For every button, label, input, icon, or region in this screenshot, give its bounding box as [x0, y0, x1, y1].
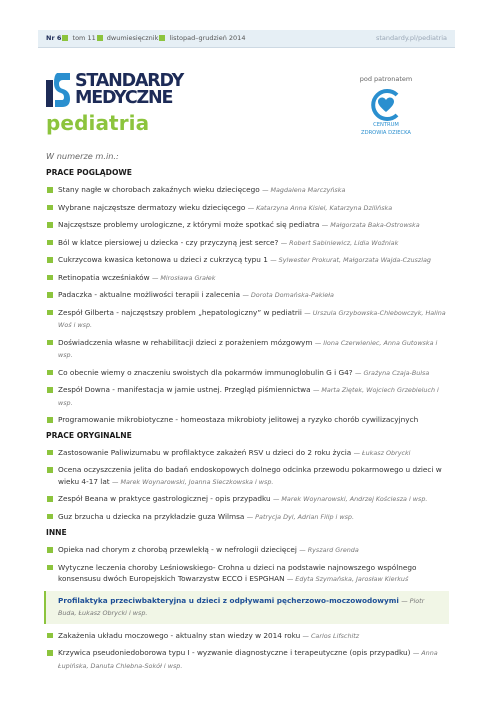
- patron-org-line2: ZDROWIA DZIECKA: [361, 130, 411, 136]
- article-authors: Katarzyna Anna Kisiel, Katarzyna Dzilińska: [256, 203, 393, 212]
- toc-item[interactable]: Zespół Downa - manifestacja w jamie ustnej. Przegląd piśmiennictwa — Marta Ziętek, Wojciech Grzebieluch i wsp.: [46, 384, 449, 409]
- toc-item[interactable]: Stany nagłe w chorobach zakaźnych wieku dziecięcego — Magdalena Marczyńska: [46, 184, 449, 197]
- toc-item[interactable]: Wybrane najczęstsze dermatozy wieku dziecięcego — Katarzyna Anna Kisiel, Katarzyna Dzilińska: [46, 202, 449, 215]
- table-of-contents: [46, 168, 449, 677]
- issue-number: Nr 6: [46, 34, 62, 42]
- issue-info: [46, 30, 245, 47]
- toc-item[interactable]: Zespół Beana w praktyce gastrologicznej - opis przypadku — Marek Woynarowski, Andrzej Kościesza i wsp.: [46, 493, 449, 506]
- toc-item[interactable]: Ocena oczyszczenia jelita do badań endoskopowych dolnego odcinka przewodu pokarmowego u dzieci w wieku 4-17 lat — Marek Woynarowski, Joanna Sieczkowska i wsp.: [46, 464, 449, 488]
- toc-item[interactable]: Cukrzycowa kwasica ketonowa u dzieci z cukrzycą typu 1 — Sylwester Prokurat, Małgorzata Wajda-Czuszlag: [46, 254, 449, 267]
- article-authors: Marta Ziętek, Wojciech Grzebieluch i wsp.: [58, 386, 439, 407]
- standardy-logo-icon: [46, 73, 70, 107]
- green-square-icon: [62, 35, 68, 41]
- section-heading: PRACE ORYGINALNE: [46, 430, 132, 440]
- patron-org-line1: CENTRUM: [373, 122, 399, 128]
- article-title: Co obecnie wiemy o znaczeniu swoistych dla pokarmów immunoglobulin G i G4?: [58, 367, 353, 377]
- section-heading: INNE: [46, 528, 67, 537]
- article-authors: Łukasz Obrycki: [362, 448, 411, 457]
- bullet-icon: [47, 292, 53, 298]
- bullet-icon: [47, 310, 53, 316]
- toc-item[interactable]: Zakażenia układu moczowego - aktualny stan wiedzy w 2014 roku — Carlos Lifschitz: [46, 630, 449, 643]
- issue-frequency: dwumiesięcznik: [106, 34, 159, 42]
- article-title: Guz brzucha u dziecka na przykładzie guza Wilmsa: [58, 511, 245, 521]
- bullet-icon: [47, 187, 53, 193]
- article-authors: Ilona Czerwieniec, Anna Gutowska i wsp.: [58, 338, 438, 359]
- bullet-icon: [47, 257, 53, 263]
- article-authors: Grażyna Czaja-Bulsa: [363, 368, 430, 377]
- toc-item[interactable]: Retinopatia wcześniaków — Mirosława Grałek: [46, 272, 449, 285]
- bullet-icon: [47, 467, 53, 473]
- toc-item[interactable]: Krzywica pseudoniedoborowa typu I - wyzwanie diagnostyczne i terapeutyczne (opis przypadku) — Anna Łupińska, Danuta Chlebna-Sokół i wsp.: [46, 647, 449, 672]
- article-title: Programowanie mikrobiotyczne - homeostaza mikrobioty jelitowej a ryzyko chorób cywilizacyjnych: [58, 415, 419, 424]
- article-authors: Carlos Lifschitz: [310, 631, 360, 640]
- site-link[interactable]: standardy.pl/pediatria: [376, 34, 447, 42]
- bullet-icon: [47, 547, 53, 553]
- article-title: Zespół Gilberta - najczęstszy problem „hepatologiczny” w pediatrii: [58, 307, 302, 317]
- issue-volume: tom 11: [72, 34, 96, 42]
- article-title: Zastosowanie Paliwizumabu w profilaktyce zakażeń RSV u dzieci do 2 roku życia: [58, 447, 352, 457]
- journal-title: pediatria: [46, 111, 150, 135]
- contents-intro: W numerze m.in.:: [46, 151, 119, 161]
- bullet-icon: [47, 370, 53, 376]
- toc-item[interactable]: Padaczka - aktualne możliwości terapii i zalecenia — Dorota Domańska-Pakieła: [46, 289, 449, 302]
- article-authors: Magdalena Marczyńska: [270, 186, 346, 194]
- bullet-icon: [47, 450, 53, 456]
- toc-item[interactable]: Opieka nad chorym z chorobą przewlekłą - w nefrologii dziecięcej — Ryszard Grenda: [46, 544, 449, 557]
- article-title: Krzywica pseudoniedoborowa typu I - wyzwanie diagnostyczne i terapeutyczne (opis przypadku): [58, 648, 411, 657]
- article-authors: Marek Woynarowski, Andrzej Kościesza i wsp.: [281, 495, 428, 503]
- bullet-icon: [47, 205, 53, 211]
- article-authors: Mirosława Grałek: [160, 273, 216, 282]
- toc-item[interactable]: Wytyczne leczenia choroby Leśniowskiego- Crohna u dzieci na podstawie najnowszego wspólnego konsensusu dwóch Europejskich Towarzystw ECCO i ESPGHAN — Edyta Szymańska, Jarosław Kierkuś: [46, 562, 449, 586]
- bullet-icon: [47, 565, 53, 571]
- article-authors: Ryszard Grenda: [307, 546, 359, 554]
- article-authors: Robert Sabiniewicz, Lidia Woźniak: [289, 238, 399, 247]
- article-authors: Patrycja Dyl, Adrian Filip i wsp.: [255, 512, 355, 521]
- featured-authors: Piotr Buda, Łukasz Obrycki i wsp.: [58, 596, 425, 617]
- toc-item[interactable]: Zespół Gilberta - najczęstszy problem „hepatologiczny” w pediatrii — Urszula Grzybowska-Chlebowczyk, Halina Woś i wsp.: [46, 307, 449, 332]
- toc-item[interactable]: Zastosowanie Paliwizumabu w profilaktyce zakażeń RSV u dzieci do 2 roku życia — Łukasz Obrycki: [46, 447, 449, 460]
- green-square-icon: [159, 35, 165, 41]
- article-title: Retinopatia wcześniaków: [58, 272, 150, 282]
- bullet-icon: [47, 514, 53, 520]
- featured-title: Profilaktyka przeciwbakteryjna u dzieci z odpływami pęcherzowo-moczowodowymi: [58, 595, 399, 605]
- patronage-label: pod patronatem: [359, 75, 413, 83]
- section-heading: PRACE POGLĄDOWE: [46, 168, 132, 177]
- article-title: Padaczka - aktualne możliwości terapii i zalecenia: [58, 290, 241, 299]
- bullet-icon: [47, 496, 53, 502]
- article-authors: Anna Łupińska, Danuta Chlebna-Sokół i wsp.: [58, 649, 438, 670]
- article-title: Cukrzycowa kwasica ketonowa u dzieci z cukrzycą typu 1: [58, 255, 268, 264]
- heart-c-logo-icon: [369, 89, 403, 121]
- toc-item[interactable]: Ból w klatce piersiowej u dziecka - czy przyczyną jest serce? — Robert Sabiniewicz, Lidia Woźniak: [46, 237, 449, 250]
- bullet-icon: [47, 650, 53, 656]
- toc-item[interactable]: Co obecnie wiemy o znaczeniu swoistych dla pokarmów immunoglobulin G i G4? — Grażyna Czaja-Bulsa: [46, 367, 449, 380]
- article-authors: Dorota Domańska-Pakieła: [250, 291, 334, 299]
- article-authors: Urszula Grzybowska-Chlebowczyk, Halina Woś i wsp.: [58, 308, 446, 329]
- article-authors: Małgorzata Baka-Ostrowska: [330, 221, 420, 229]
- article-title: Zakażenia układu moczowego - aktualny stan wiedzy w 2014 roku: [58, 630, 301, 640]
- brand-line1: STANDARDY: [75, 71, 184, 91]
- bullet-icon: [47, 275, 53, 281]
- article-title: Zespół Downa - manifestacja w jamie ustnej. Przegląd piśmiennictwa: [58, 385, 311, 394]
- article-title: Najczęstsze problemy urologiczne, z którymi może spotkać się pediatra: [58, 220, 320, 229]
- issue-bar: [38, 30, 455, 48]
- bullet-icon: [47, 417, 53, 423]
- toc-item[interactable]: [46, 414, 449, 426]
- article-title: Wybrane najczęstsze dermatozy wieku dziecięcego: [58, 202, 246, 212]
- toc-item[interactable]: Doświadczenia własne w rehabilitacji dzieci z porażeniem mózgowym — Ilona Czerwieniec, Anna Gutowska i wsp.: [46, 337, 449, 362]
- article-title: Ból w klatce piersiowej u dziecka - czy przyczyną jest serce?: [58, 237, 279, 247]
- patronage: [358, 75, 414, 137]
- toc-item[interactable]: Guz brzucha u dziecka na przykładzie guza Wilmsa — Patrycja Dyl, Adrian Filip i wsp.: [46, 511, 449, 524]
- article-title: Zespół Beana w praktyce gastrologicznej - opis przypadku: [58, 494, 271, 503]
- toc-item[interactable]: Najczęstsze problemy urologiczne, z którymi może spotkać się pediatra — Małgorzata Baka-Ostrowska: [46, 219, 449, 232]
- article-title: Stany nagłe w chorobach zakaźnych wieku dziecięcego: [58, 185, 260, 194]
- bullet-icon: [47, 387, 53, 393]
- bullet-icon: [47, 633, 53, 639]
- bullet-icon: [47, 222, 53, 228]
- bullet-icon: [47, 240, 53, 246]
- bullet-icon: [47, 340, 53, 346]
- issue-date: listopad–grudzień 2014: [169, 34, 246, 42]
- article-authors: Marek Woynarowski, Joanna Sieczkowska i wsp.: [120, 477, 274, 486]
- article-title: Wytyczne leczenia choroby Leśniowskiego- Crohna u dzieci na podstawie najnowszego wspólnego konsensusu dwóch Europejskich Towarzystw ECCO i ESPGHAN: [58, 562, 417, 583]
- article-authors: Edyta Szymańska, Jarosław Kierkuś: [295, 575, 409, 583]
- green-square-icon: [97, 35, 103, 41]
- article-title: Doświadczenia własne w rehabilitacji dzieci z porażeniem mózgowym: [58, 337, 313, 347]
- article-title: Opieka nad chorym z chorobą przewlekłą - w nefrologii dziecięcej: [58, 545, 297, 554]
- featured-article[interactable]: Profilaktyka przeciwbakteryjna u dzieci z odpływami pęcherzowo-moczowodowymi — Piotr Buda, Łukasz Obrycki i wsp.: [44, 591, 449, 624]
- article-authors: Sylwester Prokurat, Małgorzata Wajda-Czuszlag: [278, 256, 431, 264]
- brand-line2: MEDYCZNE: [75, 88, 173, 108]
- article-title: Ocena oczyszczenia jelita do badań endoskopowych dolnego odcinka przewodu pokarmowego u dzieci w wieku 4-17 lat: [58, 465, 442, 486]
